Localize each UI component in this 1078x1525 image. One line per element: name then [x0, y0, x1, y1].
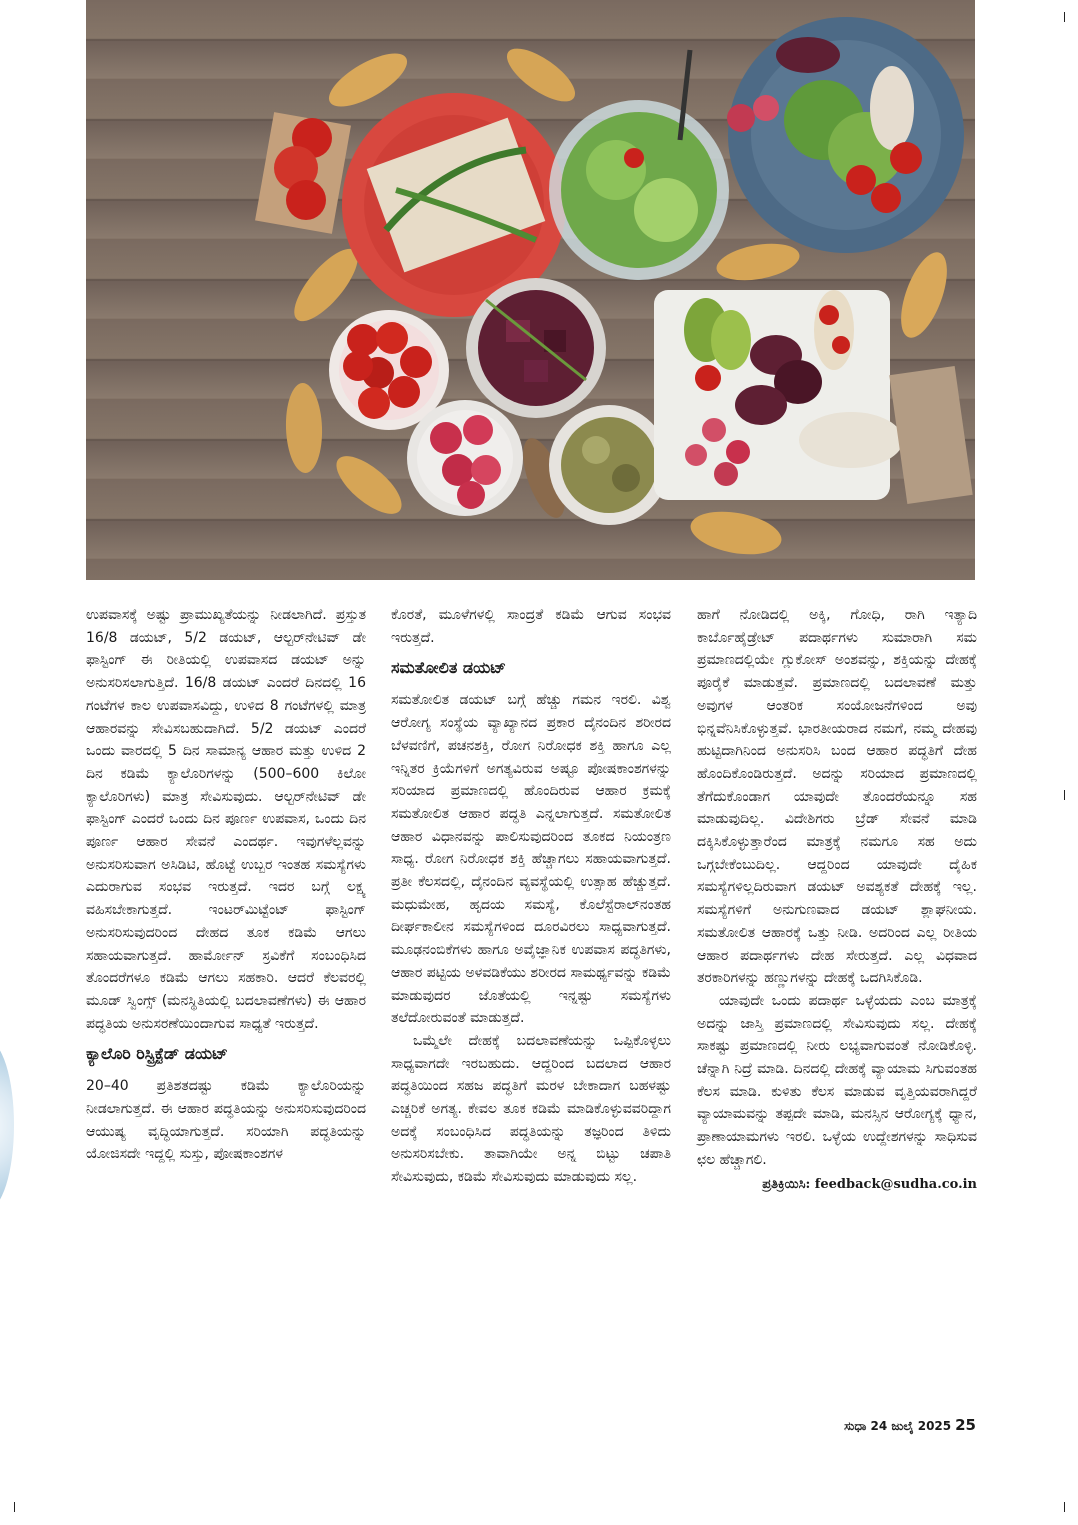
c1-paragraph-1: ಉಪವಾಸಕ್ಕೆ ಅಷ್ಟು ಪ್ರಾಮುಖ್ಯತೆಯನ್ನು ನೀಡಲಾಗಿದೆ. ಪ್ರಸ್ತುತ 16/8 ಡಯಟ್, 5/2 ಡಯಟ್, ಆಲ್ಟರ್‌ನೇಟಿವ್ ಡೇ ಫಾಸ್ಟಿಂಗ್ ಈ ರೀತಿಯಲ್ಲಿ ಉಪವಾಸದ ಡಯಟ್ ಅನ್ನು ಅನುಸರಿಸಲಾಗುತ್ತಿದೆ. 16/8 ಡಯಟ್ ಎಂದರೆ ದಿನದಲ್ಲಿ 16 ಗಂಟೆಗಳ ಕಾಲ ಉಪವಾಸವಿದ್ದು, ಉಳಿದ 8 ಗಂಟೆಗಳಲ್ಲಿ ಮಾತ್ರ ಆಹಾರವನ್ನು ಸೇವಿಸಬಹುದಾಗಿದೆ. 5/2 ಡಯಟ್ ಎಂದರೆ ಒಂದು ವಾರದಲ್ಲಿ 5 ದಿನ ಸಾಮಾನ್ಯ ಆಹಾರ ಮತ್ತು ಉಳಿದ 2 ದಿನ ಕಡಿಮೆ ಕ್ಯಾಲೊರಿಗಳನ್ನು (500–600 ಕಿಲೋ ಕ್ಯಾಲೊರಿಗಳು) ಮಾತ್ರ ಸೇವಿಸುವುದು. ಆಲ್ಟರ್‌ನೇಟಿವ್ ಡೇ ಫಾಸ್ಟಿಂಗ್ ಎಂದರೆ ಒಂದು ದಿನ ಪೂರ್ಣ ಉಪವಾಸ, ಒಂದು ದಿನ ಪೂರ್ಣ ಆಹಾರ ಸೇವನೆ ಎಂದರ್ಥ. ಇವುಗಳೆಲ್ಲವನ್ನು ಅನುಸರಿಸುವಾಗ ಅಸಿಡಿಟಿ, ಹೊಟ್ಟೆ ಉಬ್ಬರ ಇಂತಹ ಸಮಸ್ಯೆಗಳು ಎದುರಾಗುವ ಸಂಭವ ಇರುತ್ತದೆ. ಇದರ ಬಗ್ಗೆ ಲಕ್ಷ್ಯ ವಹಿಸಬೇಕಾಗುತ್ತದೆ. ಇಂಟರ್‌ಮಿಟ್ಟೆಂಟ್ ಫಾಸ್ಟಿಂಗ್ ಅನುಸರಿಸುವುದರಿಂದ ದೇಹದ ತೂಕ ಕಡಿಮೆ ಆಗಲು ಸಹಾಯವಾಗುತ್ತದೆ. ಹಾರ್ಮೋನ್ ಸ್ರವಿಕೆಗೆ ಸಂಬಂಧಿಸಿದ ತೊಂದರೆಗಳೂ ಕಡಿಮೆ ಆಗಲು ಸಹಕಾರಿ. ಆದರೆ ಕೆಲವರಲ್ಲಿ ಮೂಡ್ ಸ್ವಿಂಗ್ಸ್ (ಮನಸ್ಥಿತಿಯಲ್ಲಿ ಬದಲಾವಣೆಗಳು) ಈ ಆಹಾರ ಪದ್ಧತಿಯ ಅನುಸರಣೆಯಿಂದಾಗುವ ಸಾಧ್ಯತೆ ಇರುತ್ತದೆ.: [86, 607, 366, 1032]
crop-mark: [1064, 12, 1065, 22]
heading-balanced-diet: ಸಮತೋಲಿತ ಡಯಟ್: [391, 658, 506, 678]
crop-mark: [14, 1502, 15, 1512]
c2-paragraph-2: ಸಮತೋಲಿತ ಡಯಟ್ ಬಗ್ಗೆ ಹೆಚ್ಚು ಗಮನ ಇರಲಿ. ವಿಶ್ವ ಆರೋಗ್ಯ ಸಂಸ್ಥೆಯ ವ್ಯಾಖ್ಯಾನದ ಪ್ರಕಾರ ದೈನಂದಿನ ಶರೀರದ ಬೆಳವಣಿಗೆ, ಪಚನಶಕ್ತಿ, ರೋಗ ನಿರೋಧಕ ಶಕ್ತಿ ಹಾಗೂ ಎಲ್ಲ ಇನ್ನಿತರ ಕ್ರಿಯೆಗಳಿಗೆ ಅಗತ್ಯವಿರುವ ಅಷ್ಟೂ ಪೋಷಕಾಂಶಗಳನ್ನು ಸರಿಯಾದ ಪ್ರಮಾಣದಲ್ಲಿ ಹೊಂದಿರುವ ಆಹಾರ ಕ್ರಮಕ್ಕೆ ಸಮತೋಲಿತ ಆಹಾರ ಪದ್ಧತಿ ಎನ್ನಲಾಗುತ್ತದೆ. ಸಮತೋಲಿತ ಆಹಾರ ವಿಧಾನವನ್ನು ಪಾಲಿಸುವುದರಿಂದ ತೂಕದ ನಿಯಂತ್ರಣ ಸಾಧ್ಯ. ರೋಗ ನಿರೋಧಕ ಶಕ್ತಿ ಹೆಚ್ಚಾಗಲು ಸಹಾಯವಾಗುತ್ತದೆ. ಪ್ರತೀ ಕೆಲಸದಲ್ಲಿ, ದೈನಂದಿನ ವ್ಯವಸ್ಥೆಯಲ್ಲಿ ಉತ್ಸಾಹ ಹೆಚ್ಚುತ್ತದೆ. ಮಧುಮೇಹ, ಹೃದಯ ಸಮಸ್ಯೆ, ಕೊಲೆಸ್ಟೆರಾಲ್‌ನಂತಹ ದೀರ್ಘಕಾಲೀನ ಸಮಸ್ಯೆಗಳಿಂದ ದೂರವಿರಲು ಸಾಧ್ಯವಾಗುತ್ತದೆ. ಮೂಢನಂಬಿಕೆಗಳು ಹಾಗೂ ಅವೈಜ್ಞಾನಿಕ ಉಪವಾಸ ಪದ್ಧತಿಗಳು, ಆಹಾರ ಪಟ್ಟಿಯ ಅಳವಡಿಕೆಯು ಶರೀರದ ಸಾಮರ್ಥ್ಯವನ್ನು ಕಡಿಮೆ ಮಾಡುವುದರ ಜೊತೆಯಲ್ಲಿ ಇನ್ನಷ್ಟು ಸಮಸ್ಯೆಗಳು ತಲೆದೋರುವಂತೆ ಮಾಡುತ್ತದೆ.: [391, 692, 671, 1027]
c2-paragraph-3: ಒಮ್ಮೆಲೇ ದೇಹಕ್ಕೆ ಬದಲಾವಣೆಯನ್ನು ಒಪ್ಪಿಕೊಳ್ಳಲು ಸಾಧ್ಯವಾಗದೇ ಇರಬಹುದು. ಆದ್ದರಿಂದ ಬದಲಾದ ಆಹಾರ ಪದ್ಧತಿಯಿಂದ ಸಹಜ ಪದ್ಧತಿಗೆ ಮರಳ ಬೇಕಾದಾಗ ಬಹಳಷ್ಟು ಎಚ್ಚರಿಕೆ ಅಗತ್ಯ. ಕೇವಲ ತೂಕ ಕಡಿಮೆ ಮಾಡಿಕೊಳ್ಳುವವರಿದ್ದಾಗ ಅದಕ್ಕೆ ಸಂಬಂಧಿಸಿದ ಪದ್ಧತಿಯನ್ನು ತಜ್ಞರಿಂದ ತಿಳಿದು ಅನುಸರಿಸಬೇಕು. ತಾವಾಗಿಯೇ ಅನ್ನ ಬಿಟ್ಟು ಚಪಾತಿ ಸೇವಿಸುವುದು, ಕಡಿಮೆ ಸೇವಿಸುವುದು ಮಾಡುವುದು ಸಲ್ಲ.: [391, 1032, 671, 1186]
feedback-email: ಪ್ರತಿಕ್ರಿಯಿಸಿ: feedback@sudha.co.in: [762, 1176, 977, 1192]
crop-mark: [1064, 1502, 1065, 1512]
c3-paragraph-2: ಯಾವುದೇ ಒಂದು ಪದಾರ್ಥ ಒಳ್ಳೆಯದು ಎಂಬ ಮಾತ್ರಕ್ಕೆ ಅದನ್ನು ಜಾಸ್ತಿ ಪ್ರಮಾಣದಲ್ಲಿ ಸೇವಿಸುವುದು ಸಲ್ಲ. ದೇಹಕ್ಕೆ ಸಾಕಷ್ಟು ಪ್ರಮಾಣದಲ್ಲಿ ನೀರು ಲಭ್ಯವಾಗುವಂತೆ ನೋಡಿಕೊಳ್ಳಿ. ಚೆನ್ನಾಗಿ ನಿದ್ರೆ ಮಾಡಿ. ದಿನದಲ್ಲಿ ದೇಹಕ್ಕೆ ವ್ಯಾಯಾಮ ಸಿಗುವಂತಹ ಕೆಲಸ ಮಾಡಿ. ಕುಳಿತು ಕೆಲಸ ಮಾಡುವ ವೃತ್ತಿಯವರಾಗಿದ್ದರೆ ವ್ಯಾಯಾಮವನ್ನು ತಪ್ಪದೇ ಮಾಡಿ, ಮನಸ್ಸಿನ ಆರೋಗ್ಯಕ್ಕೆ ಧ್ಯಾನ, ಪ್ರಾಣಾಯಾಮಗಳು ಇರಲಿ. ಒಳ್ಳೆಯ ಉದ್ದೇಶಗಳನ್ನು ಸಾಧಿಸುವ ಛಲ ಹೆಚ್ಚಾಗಲಿ.: [697, 992, 977, 1168]
c2-paragraph-1: ಕೊರತೆ, ಮೂಳೆಗಳಲ್ಲಿ ಸಾಂದ್ರತೆ ಕಡಿಮೆ ಆಗುವ ಸಂಭವ ಇರುತ್ತದೆ.: [391, 607, 671, 646]
page-number: 25: [955, 1416, 976, 1434]
page-folio: [844, 1416, 976, 1434]
issue-label: ಸುಧಾ 24 ಜುಲೈ 2025: [844, 1419, 952, 1433]
edge-plate-fragment: [0, 1040, 14, 1210]
article-column-1: [86, 604, 366, 1166]
crop-mark: [1064, 790, 1065, 800]
c1-paragraph-2: 20–40 ಪ್ರತಿಶತದಷ್ಟು ಕಡಿಮೆ ಕ್ಯಾಲೊರಿಯನ್ನು ನೀಡಲಾಗುತ್ತದೆ. ಈ ಆಹಾರ ಪದ್ಧತಿಯನ್ನು ಅನುಸರಿಸುವುದರಿಂದ ಆಯುಷ್ಯ ವೃದ್ಧಿಯಾಗುತ್ತದೆ. ಸರಿಯಾಗಿ ಪದ್ಧತಿಯನ್ನು ಯೋಜಿಸದೇ ಇದ್ದಲ್ಲಿ ಸುಸ್ತು, ಪೋಷಕಾಂಶಗಳ: [86, 1078, 366, 1163]
article-column-3: [697, 604, 977, 1196]
article-column-2: [391, 604, 671, 1189]
heading-calorie-restricted-diet: ಕ್ಯಾಲೊರಿ ರಿಸ್ಟ್ರಿಕ್ಟೆಡ್ ಡಯಟ್: [86, 1044, 228, 1064]
c3-paragraph-1: ಹಾಗೆ ನೋಡಿದಲ್ಲಿ ಅಕ್ಕಿ, ಗೋಧಿ, ರಾಗಿ ಇತ್ಯಾದಿ ಕಾರ್ಬೊಹೈಡ್ರೇಟ್ ಪದಾರ್ಥಗಳು ಸುಮಾರಾಗಿ ಸಮ ಪ್ರಮಾಣದಲ್ಲಿಯೇ ಗ್ಲುಕೋಸ್ ಅಂಶವನ್ನು, ಶಕ್ತಿಯನ್ನು ದೇಹಕ್ಕೆ ಪೂರೈಕೆ ಮಾಡುತ್ತವೆ. ಪ್ರಮಾಣದಲ್ಲಿ ಬದಲಾವಣೆ ಮತ್ತು ಅವುಗಳ ಆಂತರಿಕ ಸಂಯೋಜನೆಗಳಿಂದ ಅವು ಭಿನ್ನವೆನಿಸಿಕೊಳ್ಳುತ್ತವೆ. ಭಾರತೀಯರಾದ ನಮಗೆ, ನಮ್ಮ ದೇಹವು ಹುಟ್ಟಿದಾಗಿನಿಂದ ಅನುಸರಿಸಿ ಬಂದ ಆಹಾರ ಪದ್ಧತಿಗೆ ದೇಹ ಹೊಂದಿಕೊಂಡಿರುತ್ತದೆ. ಅದನ್ನು ಸರಿಯಾದ ಪ್ರಮಾಣದಲ್ಲಿ ತೆಗೆದುಕೊಂಡಾಗ ಯಾವುದೇ ತೊಂದರೆಯನ್ನೂ ಸಹ ಮಾಡುವುದಿಲ್ಲ. ವಿದೇಶಿಗರು ಬ್ರೆಡ್ ಸೇವನೆ ಮಾಡಿ ದಕ್ಕಿಸಿಕೊಳ್ಳುತ್ತಾರೆಂದ ಮಾತ್ರಕ್ಕೆ ನಮಗೂ ಸಹ ಅದು ಒಗ್ಗಬೇಕೆಂಬುದಿಲ್ಲ. ಆದ್ದರಿಂದ ಯಾವುದೇ ದೈಹಿಕ ಸಮಸ್ಯೆಗಳಿಲ್ಲದಿರುವಾಗ ಡಯಟ್ ಅವಶ್ಯಕತೆ ದೇಹಕ್ಕೆ ಇಲ್ಲ. ಸಮಸ್ಯೆಗಳಿಗೆ ಅನುಗುಣವಾದ ಡಯಟ್ ಶ್ಲಾಘನೀಯ. ಸಮತೋಲಿತ ಆಹಾರಕ್ಕೆ ಒತ್ತು ನೀಡಿ. ಅದರಿಂದ ಎಲ್ಲ ರೀತಿಯ ಆಹಾರ ಪದಾರ್ಥಗಳು ದೇಹ ಸೇರುತ್ತದೆ. ಎಲ್ಲ ವಿಧವಾದ ತರಕಾರಿಗಳನ್ನು ಹಣ್ಣುಗಳನ್ನು ದೇಹಕ್ಕೆ ಒದಗಿಸಿಕೊಡಿ.: [697, 607, 977, 987]
food-illustration: [86, 0, 975, 580]
food-photo: [86, 0, 975, 580]
